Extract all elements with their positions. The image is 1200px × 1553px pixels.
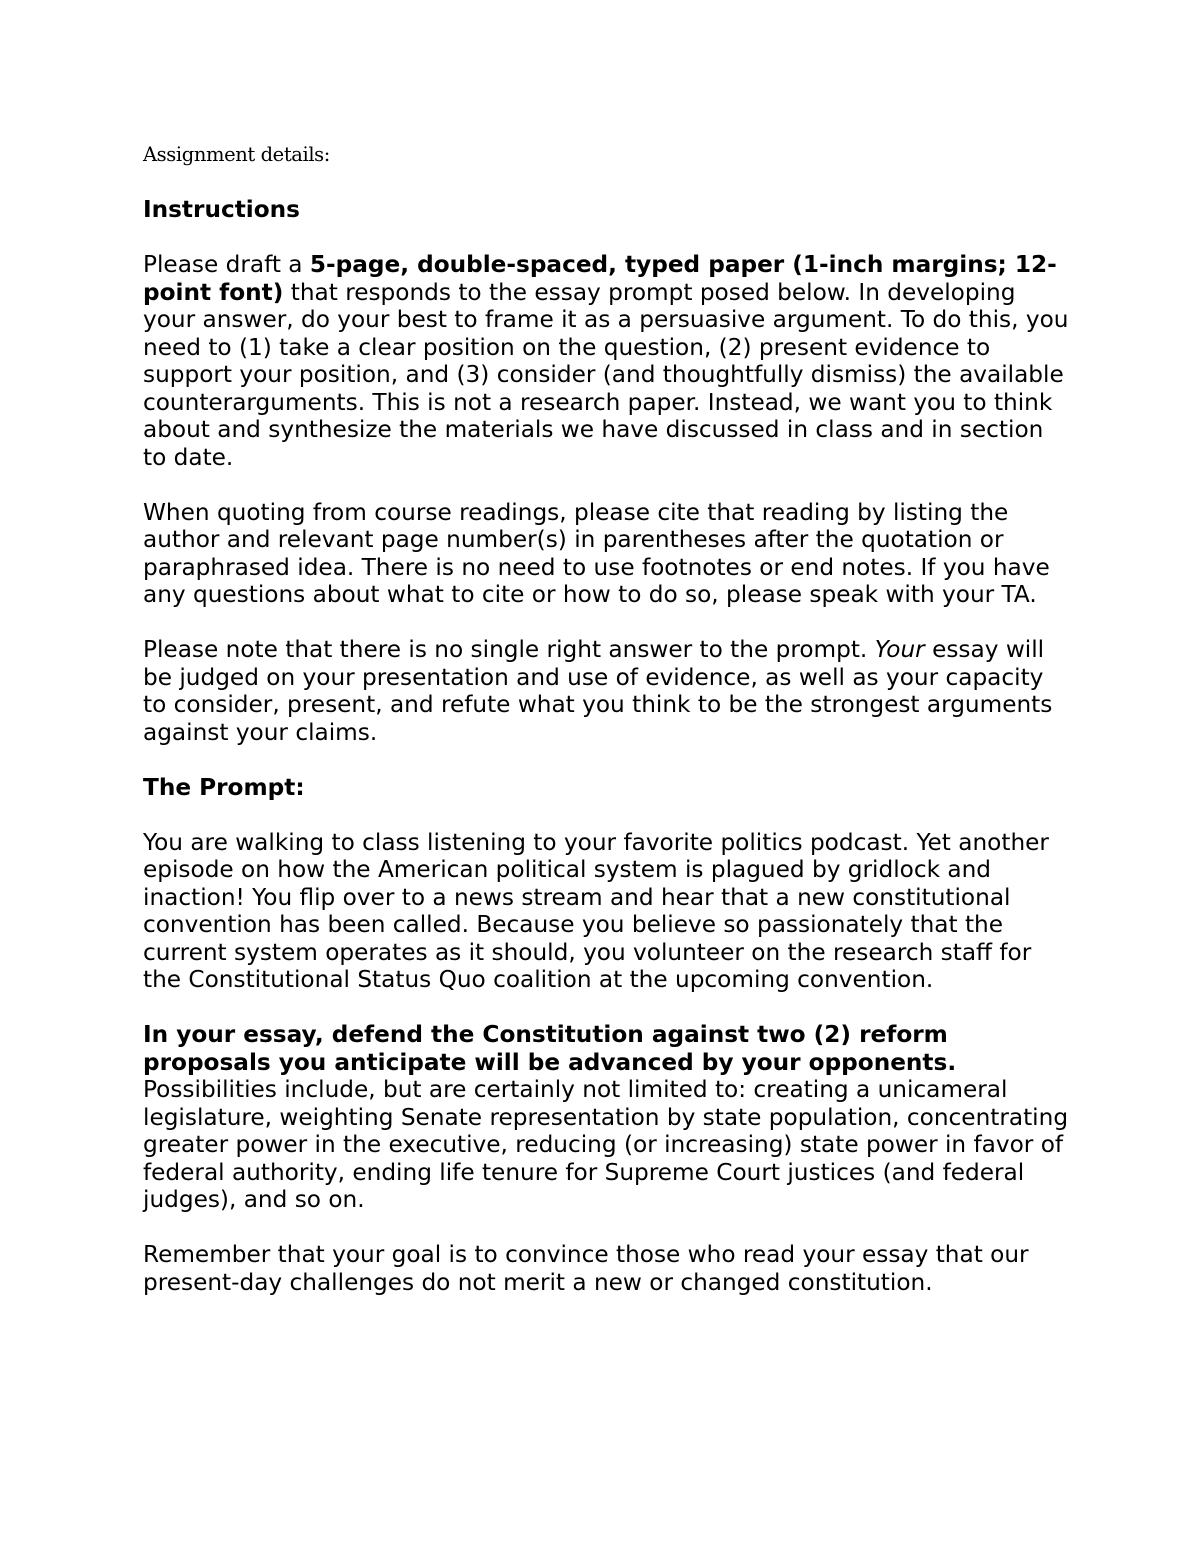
citation-paragraph: When quoting from course readings, please cite that reading by listing the author and relevant page number(s) in parentheses after the quotation or paraphrased idea. There is no need to use footnotes or end notes. If you have any questions about what to cite or how to do so, please speak with your TA. xyxy=(143,498,1050,608)
grading-lead: Please note that there is no single right answer to the prompt. xyxy=(143,636,875,663)
prompt-scenario-paragraph: You are walking to class listening to your favorite politics podcast. Yet another episode on how the American political system is plagued by gridlock and inaction! You flip over to a news stream and hear that a new constitutional convention has been called. Because you believe so passionately that the current system operates as it should, you volunteer on the research staff for the Constitutional Status Quo coalition at the upcoming convention. xyxy=(143,828,1049,993)
prompt-heading: The Prompt: xyxy=(143,773,305,801)
essay-task-statement: In your essay, defend the Constitution against two (2) reform proposals you anticipate will be advanced by your opponents. xyxy=(143,1021,957,1076)
instructions-lead: Please draft a xyxy=(143,251,310,278)
grading-paragraph xyxy=(143,636,1073,746)
paper-format-requirements: 5-page, double-spaced, typed paper (1-inch margins; 12-point font) xyxy=(143,251,1057,306)
document-body xyxy=(143,141,1073,1324)
assignment-details-label: Assignment details: xyxy=(143,143,330,166)
closing-paragraph: Remember that your goal is to convince those who read your essay that our present-day challenges do not merit a new or changed constitution. xyxy=(143,1241,1029,1296)
instructions-heading: Instructions xyxy=(143,196,300,223)
grading-rest: essay will be judged on your presentation and use of evidence, as well as your capacity to consider, present, and refute what you think to be the strongest arguments against your claims. xyxy=(143,636,1053,746)
grading-emphasis: Your xyxy=(874,636,925,663)
instructions-paragraph xyxy=(143,251,1073,471)
instructions-rest: that responds to the essay prompt posed below. In developing your answer, do your best to frame it as a persuasive argument. To do this, you need to (1) take a clear position on the question, (2) present evidence to support your position, and (3) consider (and thoughtfully dismiss) the available counterarguments. This is not a research paper. Instead, we want you to think about and synthesize the materials we have discussed in class and in section to date. xyxy=(143,278,1069,471)
essay-task-possibilities: Possibilities include, but are certainly not limited to: creating a unicameral legislature, weighting Senate representation by state population, concentrating greater power in the executive, reducing (or increasing) state power in favor of federal authority, ending life tenure for Supreme Court justices (and federal judges), and so on. xyxy=(143,1076,1069,1213)
essay-task-paragraph xyxy=(143,1021,1073,1214)
